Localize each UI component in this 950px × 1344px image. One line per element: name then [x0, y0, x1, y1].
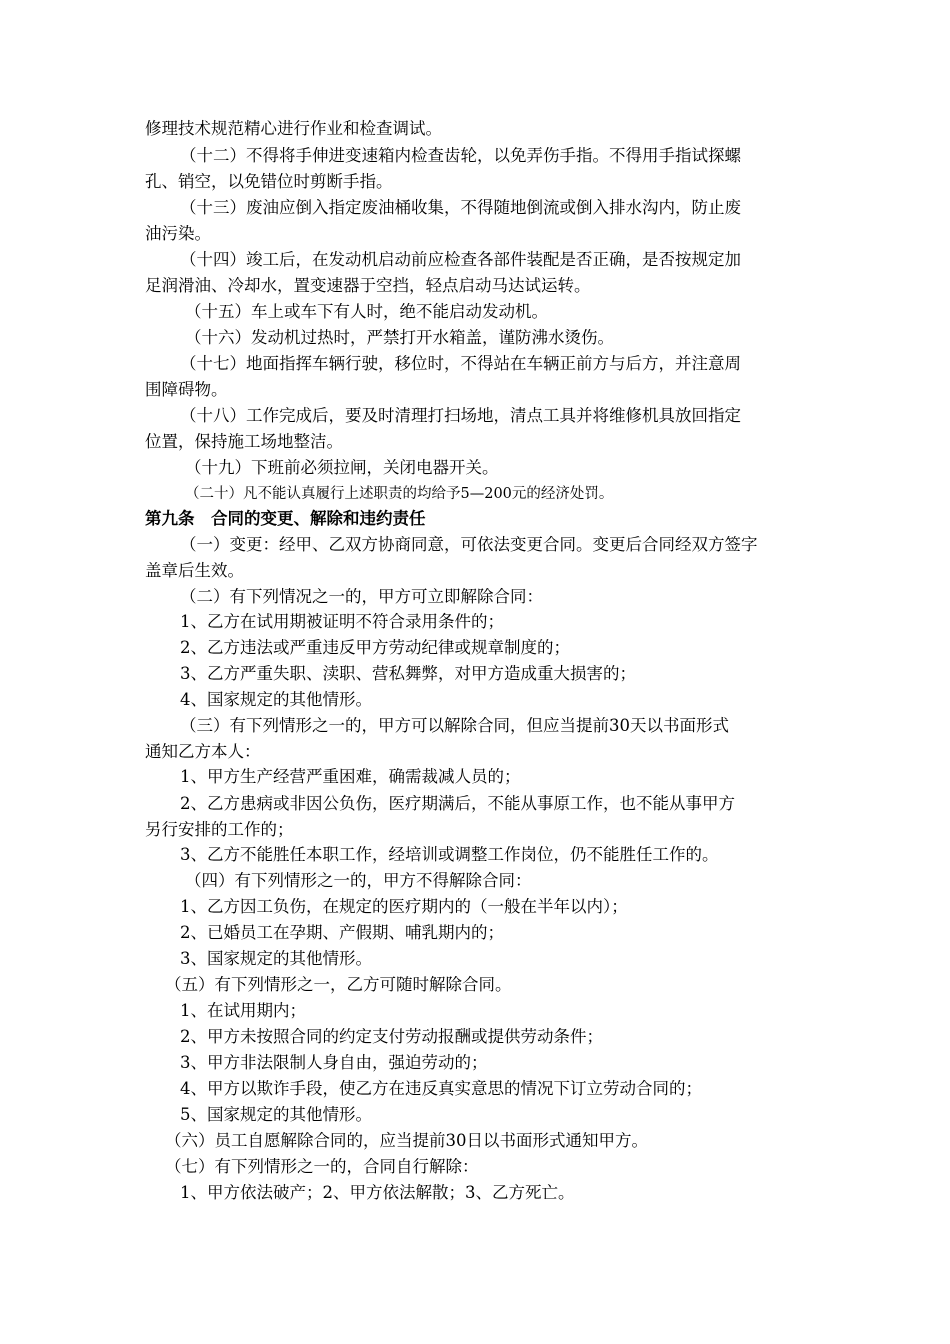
- list-item: 2、乙方违法或严重违反甲方劳动纪律或规章制度的；: [180, 638, 570, 657]
- text-line: （十五）车上或车下有人时，绝不能启动发动机。: [185, 302, 548, 321]
- text-line: 修理技术规范精心进行作业和检查调试。: [145, 119, 442, 138]
- list-item: 4、国家规定的其他情形。: [180, 690, 372, 709]
- list-item: 3、国家规定的其他情形。: [180, 949, 372, 968]
- text-line: （二）有下列情况之一的，甲方可立即解除合同：: [180, 587, 543, 606]
- text-line: 位置，保持施工场地整洁。: [145, 432, 343, 451]
- list-item: 1、乙方在试用期被证明不符合录用条件的；: [180, 612, 504, 631]
- text-line: 足润滑油、冷却水，置变速器于空挡，轻点启动马达试运转。: [145, 276, 591, 295]
- list-item: 1、在试用期内；: [180, 1001, 306, 1020]
- text-line: （四）有下列情形之一的，甲方不得解除合同：: [185, 871, 532, 890]
- list-item: 5、国家规定的其他情形。: [180, 1105, 372, 1124]
- text-line: （十四）竣工后，在发动机启动前应检查各部件装配是否正确，是否按规定加: [180, 250, 741, 269]
- text-line: （五）有下列情形之一，乙方可随时解除合同。: [165, 975, 512, 994]
- text-line: 孔、销空，以免错位时剪断手指。: [145, 172, 393, 191]
- text-line: （七）有下列情形之一的，合同自行解除：: [165, 1157, 479, 1176]
- text-line: 通知乙方本人：: [145, 742, 261, 761]
- list-item: 1、甲方依法破产；2、甲方依法解散；3、乙方死亡。: [180, 1183, 575, 1202]
- list-item: 3、甲方非法限制人身自由，强迫劳动的；: [180, 1053, 488, 1072]
- section-heading: 第九条 合同的变更、解除和违约责任: [145, 509, 426, 528]
- text-line: （十三）废油应倒入指定废油桶收集，不得随地倒流或倒入排水沟内，防止废: [180, 198, 741, 217]
- text-line: 另行安排的工作的；: [145, 820, 294, 839]
- text-line: （六）员工自愿解除合同的，应当提前30日以书面形式通知甲方。: [165, 1131, 648, 1150]
- text-line: （十九）下班前必须拉闸，关闭电器开关。: [185, 458, 499, 477]
- text-line: （二十）凡不能认真履行上述职责的均给予5—200元的经济处罚。: [185, 486, 614, 502]
- text-line: （一）变更：经甲、乙双方协商同意，可依法变更合同。变更后合同经双方签字: [180, 535, 758, 554]
- text-line: 围障碍物。: [145, 380, 228, 399]
- text-line: （十七）地面指挥车辆行驶，移位时，不得站在车辆正前方与后方，并注意周: [180, 354, 741, 373]
- list-item: 4、甲方以欺诈手段，使乙方在违反真实意思的情况下订立劳动合同的；: [180, 1079, 702, 1098]
- list-item: 3、乙方不能胜任本职工作，经培训或调整工作岗位，仍不能胜任工作的。: [180, 845, 719, 864]
- list-item: 1、乙方因工负伤，在规定的医疗期内的（一般在半年以内）；: [180, 897, 628, 916]
- list-item: 2、甲方未按照合同的约定支付劳动报酬或提供劳动条件；: [180, 1027, 603, 1046]
- list-item: 3、乙方严重失职、渎职、营私舞弊，对甲方造成重大损害的；: [180, 664, 636, 683]
- text-line: （十八）工作完成后，要及时清理打扫场地，清点工具并将维修机具放回指定: [180, 406, 741, 425]
- text-line: （三）有下列情形之一的，甲方可以解除合同，但应当提前30天以书面形式: [180, 716, 729, 735]
- text-line: 盖章后生效。: [145, 561, 244, 580]
- list-item: 1、甲方生产经营严重困难，确需裁减人员的；: [180, 767, 521, 786]
- text-line: （十六）发动机过热时，严禁打开水箱盖，谨防沸水烫伤。: [185, 328, 614, 347]
- list-item: 2、乙方患病或非因公负伤，医疗期满后，不能从事原工作，也不能从事甲方: [180, 794, 735, 813]
- text-line: （十二）不得将手伸进变速箱内检查齿轮，以免弄伤手指。不得用手指试探螺: [180, 146, 741, 165]
- list-item: 2、已婚员工在孕期、产假期、哺乳期内的；: [180, 923, 504, 942]
- text-line: 油污染。: [145, 224, 211, 243]
